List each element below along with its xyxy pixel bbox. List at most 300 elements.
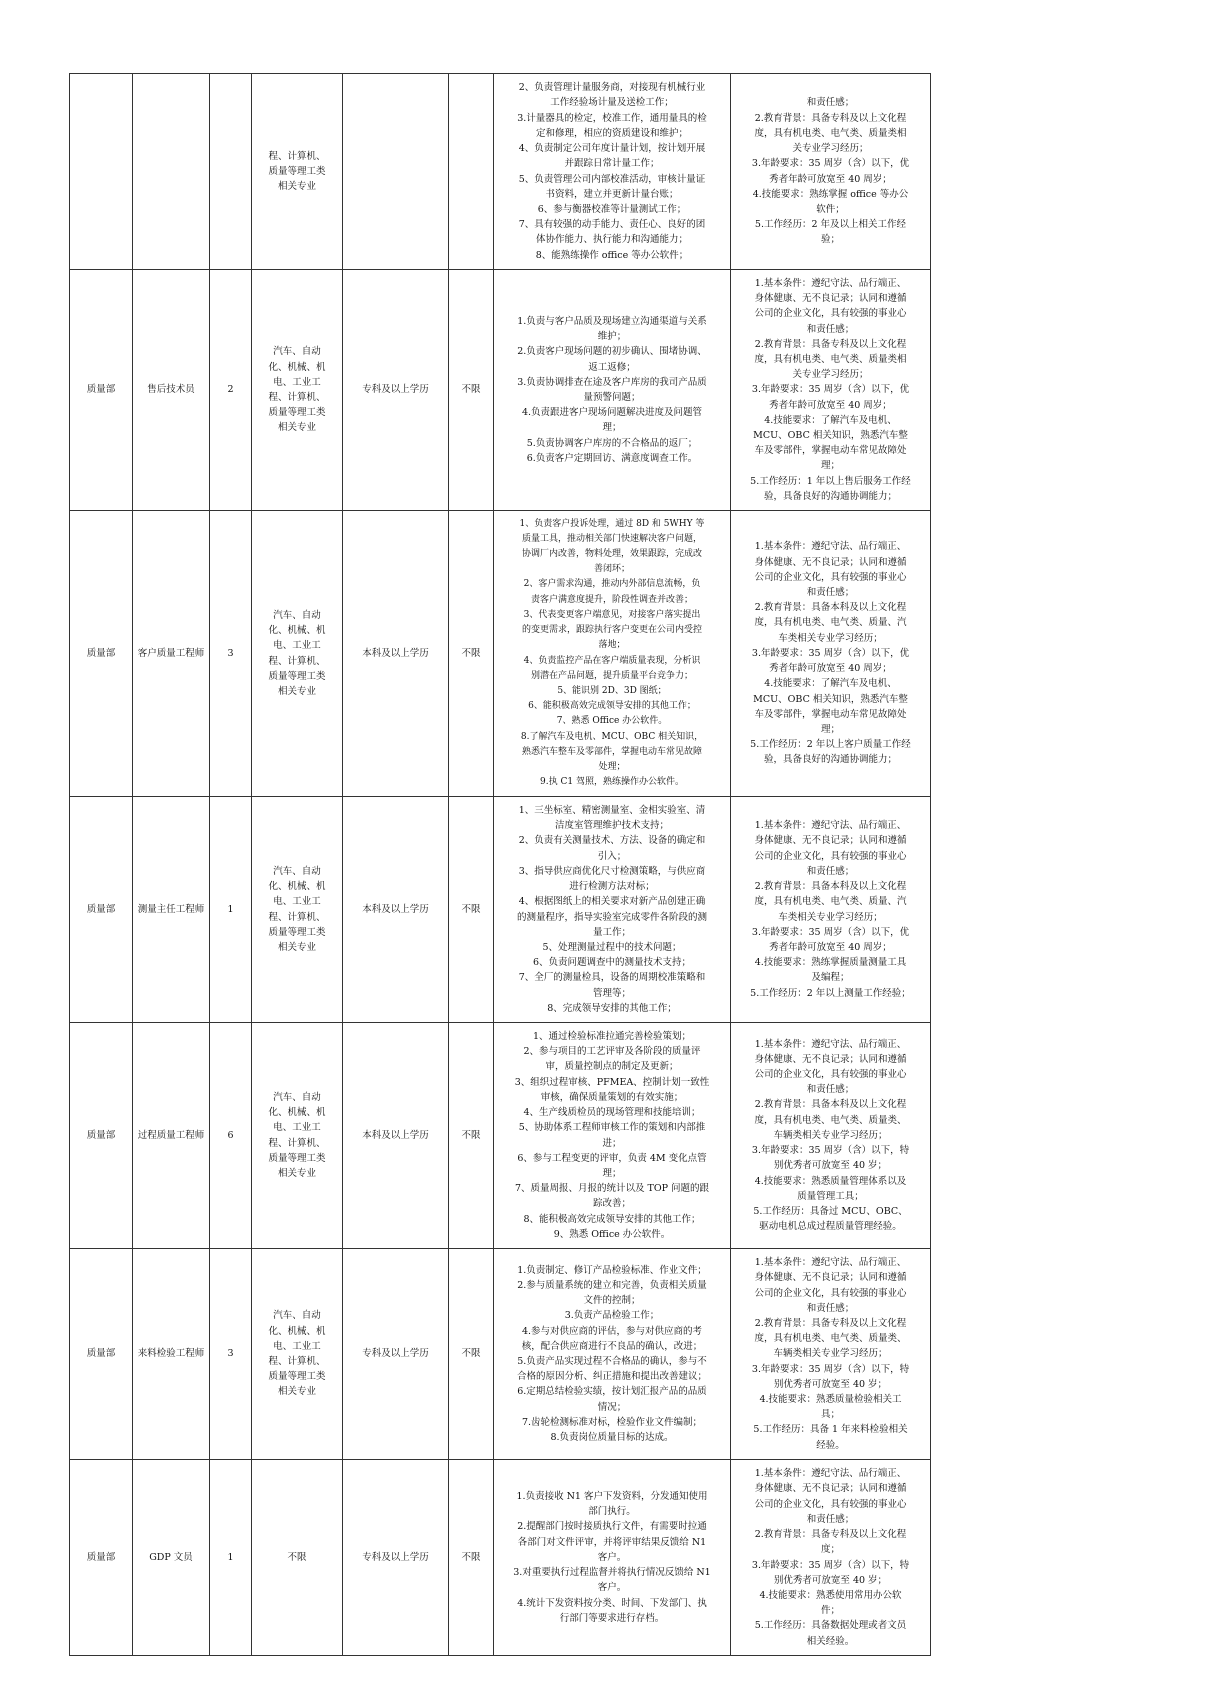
education-text: 专科及以上学历	[362, 1551, 429, 1563]
requirements-line: 关专业学习经历；	[792, 143, 869, 155]
duties-line: 部门执行。	[588, 1506, 636, 1518]
cell-education	[343, 1023, 449, 1249]
cell-headcount	[210, 1249, 252, 1460]
duties-line: 4.统计下发资料按分类、时间、下发部门、执	[517, 1597, 707, 1609]
table-row	[70, 1023, 931, 1249]
requirements-line: 车辆类相关专业学习经历；	[773, 1348, 888, 1360]
major-line: 程、计算机、	[268, 1137, 326, 1149]
duties-line: 踪改善；	[592, 1198, 631, 1210]
cell-gender	[449, 511, 494, 797]
requirements-line: 和责任感；	[806, 587, 855, 599]
position-text: 来料检验工程师	[137, 1348, 205, 1360]
major-line: 相关专业	[277, 941, 316, 953]
gender-text: 不限	[461, 1348, 481, 1360]
requirements-line: 别优秀者可放宽至 40 岁；	[773, 1378, 888, 1390]
duties-line: 善闭环；	[593, 564, 630, 575]
duties-line: 行部门等要求进行存档。	[559, 1612, 665, 1624]
duties-line: 的测量程序，指导实验室完成零件各阶段的测	[516, 911, 707, 923]
gender-text: 不限	[461, 647, 481, 659]
requirements-line: 2.教育背景：具备本科及以上文化程	[754, 881, 907, 893]
department-text: 质量部	[86, 384, 116, 396]
cell-requirements	[731, 511, 931, 797]
cell-requirements	[731, 797, 931, 1023]
major-line: 程、计算机、	[268, 150, 326, 162]
duties-line: 理；	[602, 422, 622, 434]
gender-text: 不限	[461, 1129, 481, 1141]
duties-line: 1.负责接收 N1 客户下发资料，分发通知使用	[516, 1491, 708, 1503]
duties-line: 5、协助体系工程师审核工作的策划和内部推	[518, 1122, 706, 1134]
cell-education	[343, 1249, 449, 1460]
requirements-line: 公司的企业文化，具有较强的事业心	[754, 571, 907, 583]
duties-line: 返工返修；	[588, 361, 636, 373]
requirements-line: 2.教育背景：具备专科及以上文化程	[754, 1317, 907, 1329]
duties-line: 文件的控制；	[583, 1295, 641, 1307]
duties-line: 3.对重要执行过程监督并将执行情况反馈给 N1	[513, 1567, 711, 1579]
duties-line: 1、通过检验标准拉通完善检验策划；	[532, 1031, 692, 1043]
requirements-line: 秀者年龄可放宽至 40 周岁；	[769, 399, 892, 411]
requirements-line: 4.技能要求：熟悉质量检验相关工	[759, 1394, 902, 1405]
position-text: 客户质量工程师	[137, 647, 205, 659]
requirements-line: 2.教育背景：具备本科及以上文化程	[754, 602, 907, 614]
table-row	[70, 74, 931, 270]
duties-line: 2、负责管理计量服务商，对接现有机械行业	[518, 82, 706, 94]
requirements-line: 度，具有机电类、电气类、质量、汽	[754, 617, 907, 629]
gender-text: 不限	[461, 1551, 481, 1563]
education-text: 专科及以上学历	[362, 1348, 429, 1360]
table-row	[70, 1249, 931, 1460]
requirements-line: 秀者年龄可放宽至 40 周岁；	[769, 663, 892, 675]
cell-headcount	[210, 270, 252, 511]
duties-line: 9、熟悉 Office 办公软件。	[553, 1228, 671, 1240]
major-line: 汽车、自动	[273, 346, 321, 358]
major-line: 相关专业	[277, 181, 316, 193]
duties-line: 责客户满意度提升，阶段性调查并改善；	[530, 594, 693, 605]
cell-education	[343, 797, 449, 1023]
cell-headcount	[210, 74, 252, 270]
requirements-line: 和责任感；	[806, 1084, 855, 1096]
duties-line: 6、能积极高效完成领导安排的其他工作；	[528, 701, 696, 712]
duties-line: 理；	[602, 1167, 622, 1179]
cell-position	[133, 1023, 210, 1249]
cell-gender	[449, 1249, 494, 1460]
recruitment-table-body	[70, 74, 931, 1656]
duties-line: 2.负责客户现场问题的初步确认、围堵协调、	[517, 346, 707, 358]
duties-line: 协调厂内改善，物料处理，效果跟踪，完成改	[521, 549, 702, 560]
position-text: GDP 文员	[149, 1551, 193, 1563]
major-line: 质量等理工类	[268, 670, 326, 682]
requirements-line: 3.年龄要求：35 周岁（含）以下，优	[751, 158, 910, 170]
duties-line: 3.计量器具的检定，校准工作，通用量具的检	[517, 112, 707, 124]
duties-line: 6、负责问题调查中的测量技术支持；	[532, 957, 692, 969]
requirements-line: 4.技能要求：了解汽车及电机、	[764, 678, 897, 690]
duties-line: 1、三坐标室、精密测量室、金相实验室、清	[518, 805, 706, 817]
requirements-line: 身体健康、无不良记录；认同和遵循	[754, 293, 907, 305]
requirements-line: 公司的企业文化，具有较强的事业心	[754, 308, 907, 320]
major-line: 程、计算机、	[268, 1356, 326, 1367]
duties-line: 4.负责跟进客户现场问题解决进度及问题管	[521, 407, 703, 419]
major-line: 程、计算机、	[268, 392, 326, 403]
education-text: 本科及以上学历	[362, 903, 429, 915]
requirements-line: 2.教育背景：具备专科及以上文化程	[754, 112, 907, 124]
cell-gender	[449, 270, 494, 511]
cell-headcount	[210, 797, 252, 1023]
requirements-line: 验，具备良好的沟通协调能力；	[763, 490, 897, 502]
department-text: 质量部	[86, 1348, 116, 1360]
cell-department	[70, 1460, 133, 1656]
requirements-line: 5.工作经历：具备过 MCU、OBC、	[753, 1205, 908, 1217]
requirements-line: 软件；	[816, 203, 845, 215]
major-line: 电、工业工	[273, 376, 321, 388]
major-line: 电、工业工	[273, 640, 321, 652]
education-text: 本科及以上学历	[362, 1129, 429, 1141]
duties-line: 6.定期总结检验实绩，按计划汇报产品的品质	[517, 1386, 707, 1398]
requirements-line: 5.工作经历：2 年以上客户质量工作经	[750, 739, 911, 751]
duties-line: 3.负责协调排查在途及客户库房的我司产品质	[517, 376, 707, 388]
requirements-line: 秀者年龄可放宽至 40 周岁；	[769, 941, 892, 953]
duties-line: 引入；	[597, 850, 627, 862]
requirements-line: 4.技能要求：熟悉使用常用办公软	[759, 1589, 902, 1601]
duties-line: 合格的原因分析、纠正措施和提出改善建议；	[516, 1371, 707, 1383]
duties-line: 4、生产线质检员的现场管理和技能培训；	[523, 1107, 701, 1119]
requirements-line: 和责任感；	[806, 1302, 855, 1314]
duties-line: 的变更需求，跟踪执行客户变更在公司内受控	[521, 625, 702, 636]
cell-requirements	[731, 1249, 931, 1460]
duties-line: 书资料，建立并更新计量台账；	[545, 188, 679, 200]
requirements-line: 质量管理工具；	[797, 1190, 864, 1202]
position-text: 测量主任工程师	[137, 903, 205, 915]
requirements-line: 3.年龄要求：35 周岁（含）以下，优	[751, 647, 910, 659]
requirements-line: MCU、OBC 相关知识，熟悉汽车整	[753, 430, 908, 441]
requirements-line: 身体健康、无不良记录；认同和遵循	[754, 835, 907, 847]
requirements-line: 和责任感；	[806, 865, 855, 877]
cell-education	[343, 511, 449, 797]
table-row	[70, 270, 931, 511]
duties-line: 3.负责产品检验工作；	[564, 1310, 660, 1322]
cell-requirements	[731, 1023, 931, 1249]
recruitment-table	[69, 73, 931, 1656]
duties-line: 客户。	[597, 1582, 627, 1594]
major-line: 电、工业工	[273, 1122, 321, 1134]
major-line: 相关专业	[277, 1167, 316, 1179]
requirements-line: 3.年龄要求：35 周岁（含）以下，特	[751, 1363, 910, 1375]
duties-line: 7.齿轮检测标准对标，检验作业文件编制；	[521, 1416, 703, 1428]
requirements-line: 及编程；	[811, 972, 850, 984]
requirements-line: 1.基本条件：遵纪守法、品行端正、	[754, 277, 907, 289]
requirements-line: 3.年龄要求：35 周岁（含）以下，优	[751, 384, 910, 396]
requirements-line: 度；	[820, 1544, 840, 1556]
requirements-line: 度，具有机电类、电气类、质量、汽	[754, 896, 907, 908]
duties-line: 8.负责岗位质量目标的达成。	[550, 1432, 674, 1444]
duties-line: 2.参与质量系统的建立和完善，负责相关质量	[517, 1279, 707, 1291]
duties-line: 质量工具，推动相关部门快速解决客户问题，	[521, 533, 702, 544]
requirements-line: 秀者年龄可放宽至 40 周岁；	[769, 173, 892, 185]
headcount-text: 1	[227, 1551, 234, 1563]
duties-line: 2.提醒部门按时接质执行文件，有需要时拉通	[517, 1521, 707, 1533]
duties-line: 别潜在产品问题，提升质量平台竞争力；	[530, 670, 693, 681]
requirements-line: 度，具有机电类、电气类、质量类相	[754, 353, 907, 365]
requirements-line: 5.工作经历：具备数据处理或者文员	[754, 1620, 907, 1632]
major-line: 化、机械、机	[268, 1107, 326, 1119]
duties-line: 熟悉汽车整车及零部件，掌握电动车常见故障	[521, 746, 702, 757]
cell-major	[252, 270, 343, 511]
duties-line: 2、参与项目的工艺评审及各阶段的质量评	[523, 1046, 701, 1058]
requirements-line: 公司的企业文化，具有较强的事业心	[754, 850, 907, 862]
major-line: 质量等理工类	[268, 407, 326, 419]
requirements-line: 公司的企业文化，具有较强的事业心	[754, 1498, 907, 1510]
cell-headcount	[210, 1023, 252, 1249]
department-text: 质量部	[86, 647, 116, 659]
requirements-line: 身体健康、无不良记录；认同和遵循	[754, 1272, 907, 1284]
gender-text: 不限	[461, 903, 481, 915]
education-text: 本科及以上学历	[362, 647, 429, 659]
duties-line: 进；	[602, 1137, 622, 1149]
major-line: 质量等理工类	[268, 1152, 326, 1164]
major-line: 化、机械、机	[268, 361, 326, 373]
duties-line: 维护；	[597, 331, 627, 343]
major-line: 程、计算机、	[268, 655, 326, 667]
requirements-line: 公司的企业文化，具有较强的事业心	[754, 1069, 907, 1081]
cell-gender	[449, 74, 494, 270]
major-line: 汽车、自动	[273, 1310, 321, 1322]
duties-line: 8.了解汽车及电机、MCU、OBC 相关知识，	[520, 731, 704, 742]
requirements-line: MCU、OBC 相关知识，熟悉汽车整	[753, 693, 908, 705]
duties-line: 7、具有较强的动手能力、责任心、良好的团	[518, 219, 706, 231]
duties-line: 7、熟悉 Office 办公软件。	[556, 716, 668, 727]
cell-duties	[494, 74, 731, 270]
duties-line: 体协作能力、执行能力和沟通能力；	[535, 234, 688, 246]
requirements-line: 公司的企业文化，具有较强的事业心	[754, 1287, 907, 1299]
gender-text: 不限	[461, 384, 481, 396]
duties-line: 5、负责管理公司内部校准活动，审核计量证	[518, 173, 706, 185]
cell-requirements	[731, 74, 931, 270]
duties-line: 9.执 C1 驾照，熟练操作办公软件。	[540, 777, 684, 788]
requirements-line: 4.技能要求：了解汽车及电机、	[764, 414, 897, 426]
table-row	[70, 797, 931, 1023]
requirements-line: 度，具有机电类、电气类、质量类、	[754, 1333, 907, 1345]
duties-line: 8、能积极高效完成领导安排的其他工作；	[523, 1213, 701, 1225]
major-line: 汽车、自动	[273, 609, 321, 621]
requirements-line: 3.年龄要求：35 周岁（含）以下，特	[751, 1559, 910, 1571]
headcount-text: 1	[227, 903, 234, 915]
requirements-line: 相关经验。	[806, 1635, 855, 1647]
major-line: 汽车、自动	[273, 1091, 321, 1103]
requirements-line: 和责任感；	[806, 323, 855, 335]
requirements-line: 身体健康、无不良记录；认同和遵循	[754, 1053, 907, 1065]
duties-line: 进行检测方法对标；	[569, 881, 655, 893]
requirements-line: 车类相关专业学习经历；	[778, 911, 883, 923]
requirements-line: 1.基本条件：遵纪守法、品行端正、	[754, 541, 907, 553]
requirements-line: 和责任感；	[806, 1513, 855, 1525]
major-line: 电、工业工	[273, 1340, 321, 1352]
cell-duties	[494, 270, 731, 511]
requirements-line: 1.基本条件：遵纪守法、品行端正、	[754, 1468, 907, 1480]
duties-line: 客户。	[597, 1551, 627, 1563]
position-text: 售后技术员	[147, 384, 195, 396]
duties-line: 管理等；	[592, 987, 631, 999]
department-text: 质量部	[86, 1129, 116, 1141]
requirements-line: 4.技能要求：熟练掌握质量测量工具	[754, 957, 907, 969]
cell-major	[252, 1023, 343, 1249]
duties-line: 并跟踪日常计量工作；	[564, 158, 660, 170]
major-line: 化、机械、机	[268, 881, 326, 893]
duties-line: 1.负责与客户品质及现场建立沟通渠道与关系	[517, 315, 707, 327]
duties-line: 6.负责客户定期回访、满意度调查工作。	[526, 452, 698, 464]
duties-line: 1.负责制定、修订产品检验标准、作业文件；	[517, 1264, 707, 1276]
duties-line: 量工作；	[592, 926, 631, 938]
cell-position	[133, 511, 210, 797]
requirements-line: 5.工作经历：2 年以上测量工作经验；	[750, 987, 911, 999]
education-text: 专科及以上学历	[362, 384, 429, 396]
duties-line: 2、负责有关测量技术、方法、设备的确定和	[518, 835, 706, 847]
major-line: 不限	[287, 1551, 307, 1563]
requirements-line: 验，具备良好的沟通协调能力；	[763, 754, 897, 766]
requirements-line: 别优秀者可放宽至 40 岁；	[773, 1574, 888, 1586]
cell-major	[252, 797, 343, 1023]
major-line: 质量等理工类	[268, 165, 326, 177]
major-line: 电、工业工	[273, 896, 321, 908]
cell-department	[70, 1023, 133, 1249]
requirements-line: 理；	[820, 460, 840, 472]
duties-line: 工作经验场计量及送检工作；	[550, 97, 674, 109]
duties-line: 6、参与工程变更的评审，负责 4M 变化点管	[517, 1152, 707, 1164]
requirements-line: 3.年龄要求：35 周岁（含）以下，特	[751, 1145, 910, 1157]
requirements-line: 度，具有机电类、电气类、质量类、	[754, 1114, 907, 1126]
requirements-line: 5.工作经历：1 年以上售后服务工作经	[750, 475, 911, 487]
requirements-line: 别优秀者可放宽至 40 岁；	[773, 1160, 888, 1172]
duties-line: 审核，确保质量策划的有效实施；	[540, 1091, 684, 1103]
requirements-line: 1.基本条件：遵纪守法、品行端正、	[754, 1257, 907, 1269]
duties-line: 3、指导供应商优化尺寸检测策略，与供应商	[518, 865, 706, 877]
cell-major	[252, 511, 343, 797]
position-text: 过程质量工程师	[137, 1129, 205, 1141]
cell-department	[70, 511, 133, 797]
cell-duties	[494, 1023, 731, 1249]
duties-line: 1、负责客户投诉处理，通过 8D 和 5WHY 等	[519, 518, 705, 529]
requirements-line: 具；	[820, 1409, 840, 1421]
duties-line: 4、负责制定公司年度计量计划，按计划开展	[518, 143, 706, 155]
duties-line: 2、客户需求沟通，推动内外部信息流畅，负	[523, 579, 701, 590]
cell-department	[70, 270, 133, 511]
cell-position	[133, 270, 210, 511]
cell-headcount	[210, 511, 252, 797]
requirements-line: 4.技能要求：熟练掌握 office 等办公	[752, 188, 909, 200]
duties-line: 3、组织过程审核、PFMEA、控制计划一致性	[514, 1076, 710, 1088]
cell-position	[133, 1249, 210, 1460]
requirements-line: 关专业学习经历；	[792, 369, 869, 381]
cell-requirements	[731, 1460, 931, 1656]
cell-duties	[494, 797, 731, 1023]
major-line: 相关专业	[277, 1386, 316, 1398]
requirements-line: 驱动电机总成过程质量管理经验。	[759, 1221, 902, 1233]
cell-department	[70, 797, 133, 1023]
cell-major	[252, 1249, 343, 1460]
major-line: 化、机械、机	[268, 625, 326, 637]
requirements-line: 2.教育背景：具备专科及以上文化程	[754, 338, 907, 350]
requirements-line: 件；	[820, 1605, 840, 1617]
duties-line: 各部门对文件评审，并将评审结果反馈给 N1	[517, 1536, 707, 1548]
requirements-line: 度，具有机电类、电气类、质量类相	[754, 127, 907, 139]
duties-line: 8、能熟练操作 office 等办公软件；	[535, 249, 689, 261]
headcount-text: 2	[227, 384, 234, 396]
duties-line: 6、参与衡器校准等计量测试工作；	[537, 203, 687, 215]
requirements-line: 5.工作经历：2 年及以上相关工作经	[754, 219, 907, 231]
department-text: 质量部	[86, 1551, 116, 1563]
duties-line: 4.参与对供应商的评估，参与对供应商的考	[521, 1325, 703, 1337]
headcount-text: 6	[227, 1129, 234, 1141]
requirements-line: 验；	[820, 234, 840, 246]
cell-duties	[494, 1249, 731, 1460]
duties-line: 5、能识别 2D、3D 图纸；	[557, 685, 667, 696]
requirements-line: 1.基本条件：遵纪守法、品行端正、	[754, 1038, 907, 1050]
headcount-text: 3	[227, 647, 234, 659]
table-row	[70, 1460, 931, 1656]
department-text: 质量部	[86, 903, 116, 915]
requirements-line: 3.年龄要求：35 周岁（含）以下，优	[751, 926, 910, 938]
requirements-line: 1.基本条件：遵纪守法、品行端正、	[754, 820, 907, 832]
cell-gender	[449, 797, 494, 1023]
duties-line: 5、处理测量过程中的技术问题；	[542, 941, 682, 953]
major-line: 相关专业	[277, 422, 316, 434]
cell-headcount	[210, 1460, 252, 1656]
requirements-line: 车类相关专业学习经历；	[778, 632, 883, 644]
requirements-line: 和责任感；	[806, 97, 855, 109]
cell-gender	[449, 1023, 494, 1249]
requirements-line: 车及零部件，掌握电动车常见故障处	[754, 445, 907, 457]
cell-department	[70, 74, 133, 270]
cell-major	[252, 74, 343, 270]
table-row	[70, 511, 931, 797]
duties-line: 7、质量周报、月报的统计以及 TOP 问题的跟	[514, 1183, 710, 1195]
cell-education	[343, 74, 449, 270]
cell-education	[343, 270, 449, 511]
duties-line: 核，配合供应商进行不良品的确认，改进；	[521, 1340, 703, 1352]
requirements-line: 5.工作经历：具备 1 年来料检验相关	[753, 1424, 908, 1436]
requirements-line: 经验。	[816, 1439, 845, 1451]
duties-line: 处理；	[598, 761, 626, 772]
cell-duties	[494, 511, 731, 797]
major-line: 汽车、自动	[273, 865, 321, 877]
headcount-text: 3	[227, 1348, 234, 1360]
duties-line: 7、全厂的测量检具，设备的周期校准策略和	[518, 972, 706, 984]
major-line: 相关专业	[277, 685, 316, 697]
duties-line: 8、完成领导安排的其他工作；	[547, 1002, 677, 1014]
duties-line: 审，质量控制点的制定及更新；	[545, 1061, 679, 1073]
major-line: 程、计算机、	[268, 911, 326, 923]
requirements-line: 车及零部件，掌握电动车常见故障处	[754, 708, 907, 720]
requirements-line: 身体健康、无不良记录；认同和遵循	[754, 556, 907, 568]
duties-line: 5.负责协调客户库房的不合格品的返厂；	[526, 437, 698, 449]
duties-line: 情况；	[597, 1401, 627, 1413]
cell-position	[133, 1460, 210, 1656]
cell-major	[252, 1460, 343, 1656]
major-line: 质量等理工类	[268, 926, 326, 938]
cell-position	[133, 797, 210, 1023]
duties-line: 3、代表变更客户端意见，对接客户落实提出	[523, 609, 701, 620]
duties-line: 量预警问题；	[583, 392, 641, 403]
major-line: 化、机械、机	[268, 1325, 326, 1337]
requirements-line: 2.教育背景：具备本科及以上文化程	[754, 1099, 907, 1111]
cell-education	[343, 1460, 449, 1656]
duties-line: 4、负责监控产品在客户端质量表现，分析识	[523, 655, 701, 666]
duties-line: 4、根据图纸上的相关要求对新产品创建正确	[518, 896, 706, 908]
duties-line: 5.负责产品实现过程不合格品的确认，参与不	[517, 1356, 707, 1367]
requirements-line: 理；	[820, 723, 840, 735]
cell-requirements	[731, 270, 931, 511]
requirements-line: 4.技能要求：熟悉质量管理体系以及	[754, 1175, 907, 1187]
requirements-line: 身体健康、无不良记录；认同和遵循	[754, 1483, 907, 1495]
cell-duties	[494, 1460, 731, 1656]
duties-line: 洁度室管理维护技术支持；	[554, 820, 669, 832]
